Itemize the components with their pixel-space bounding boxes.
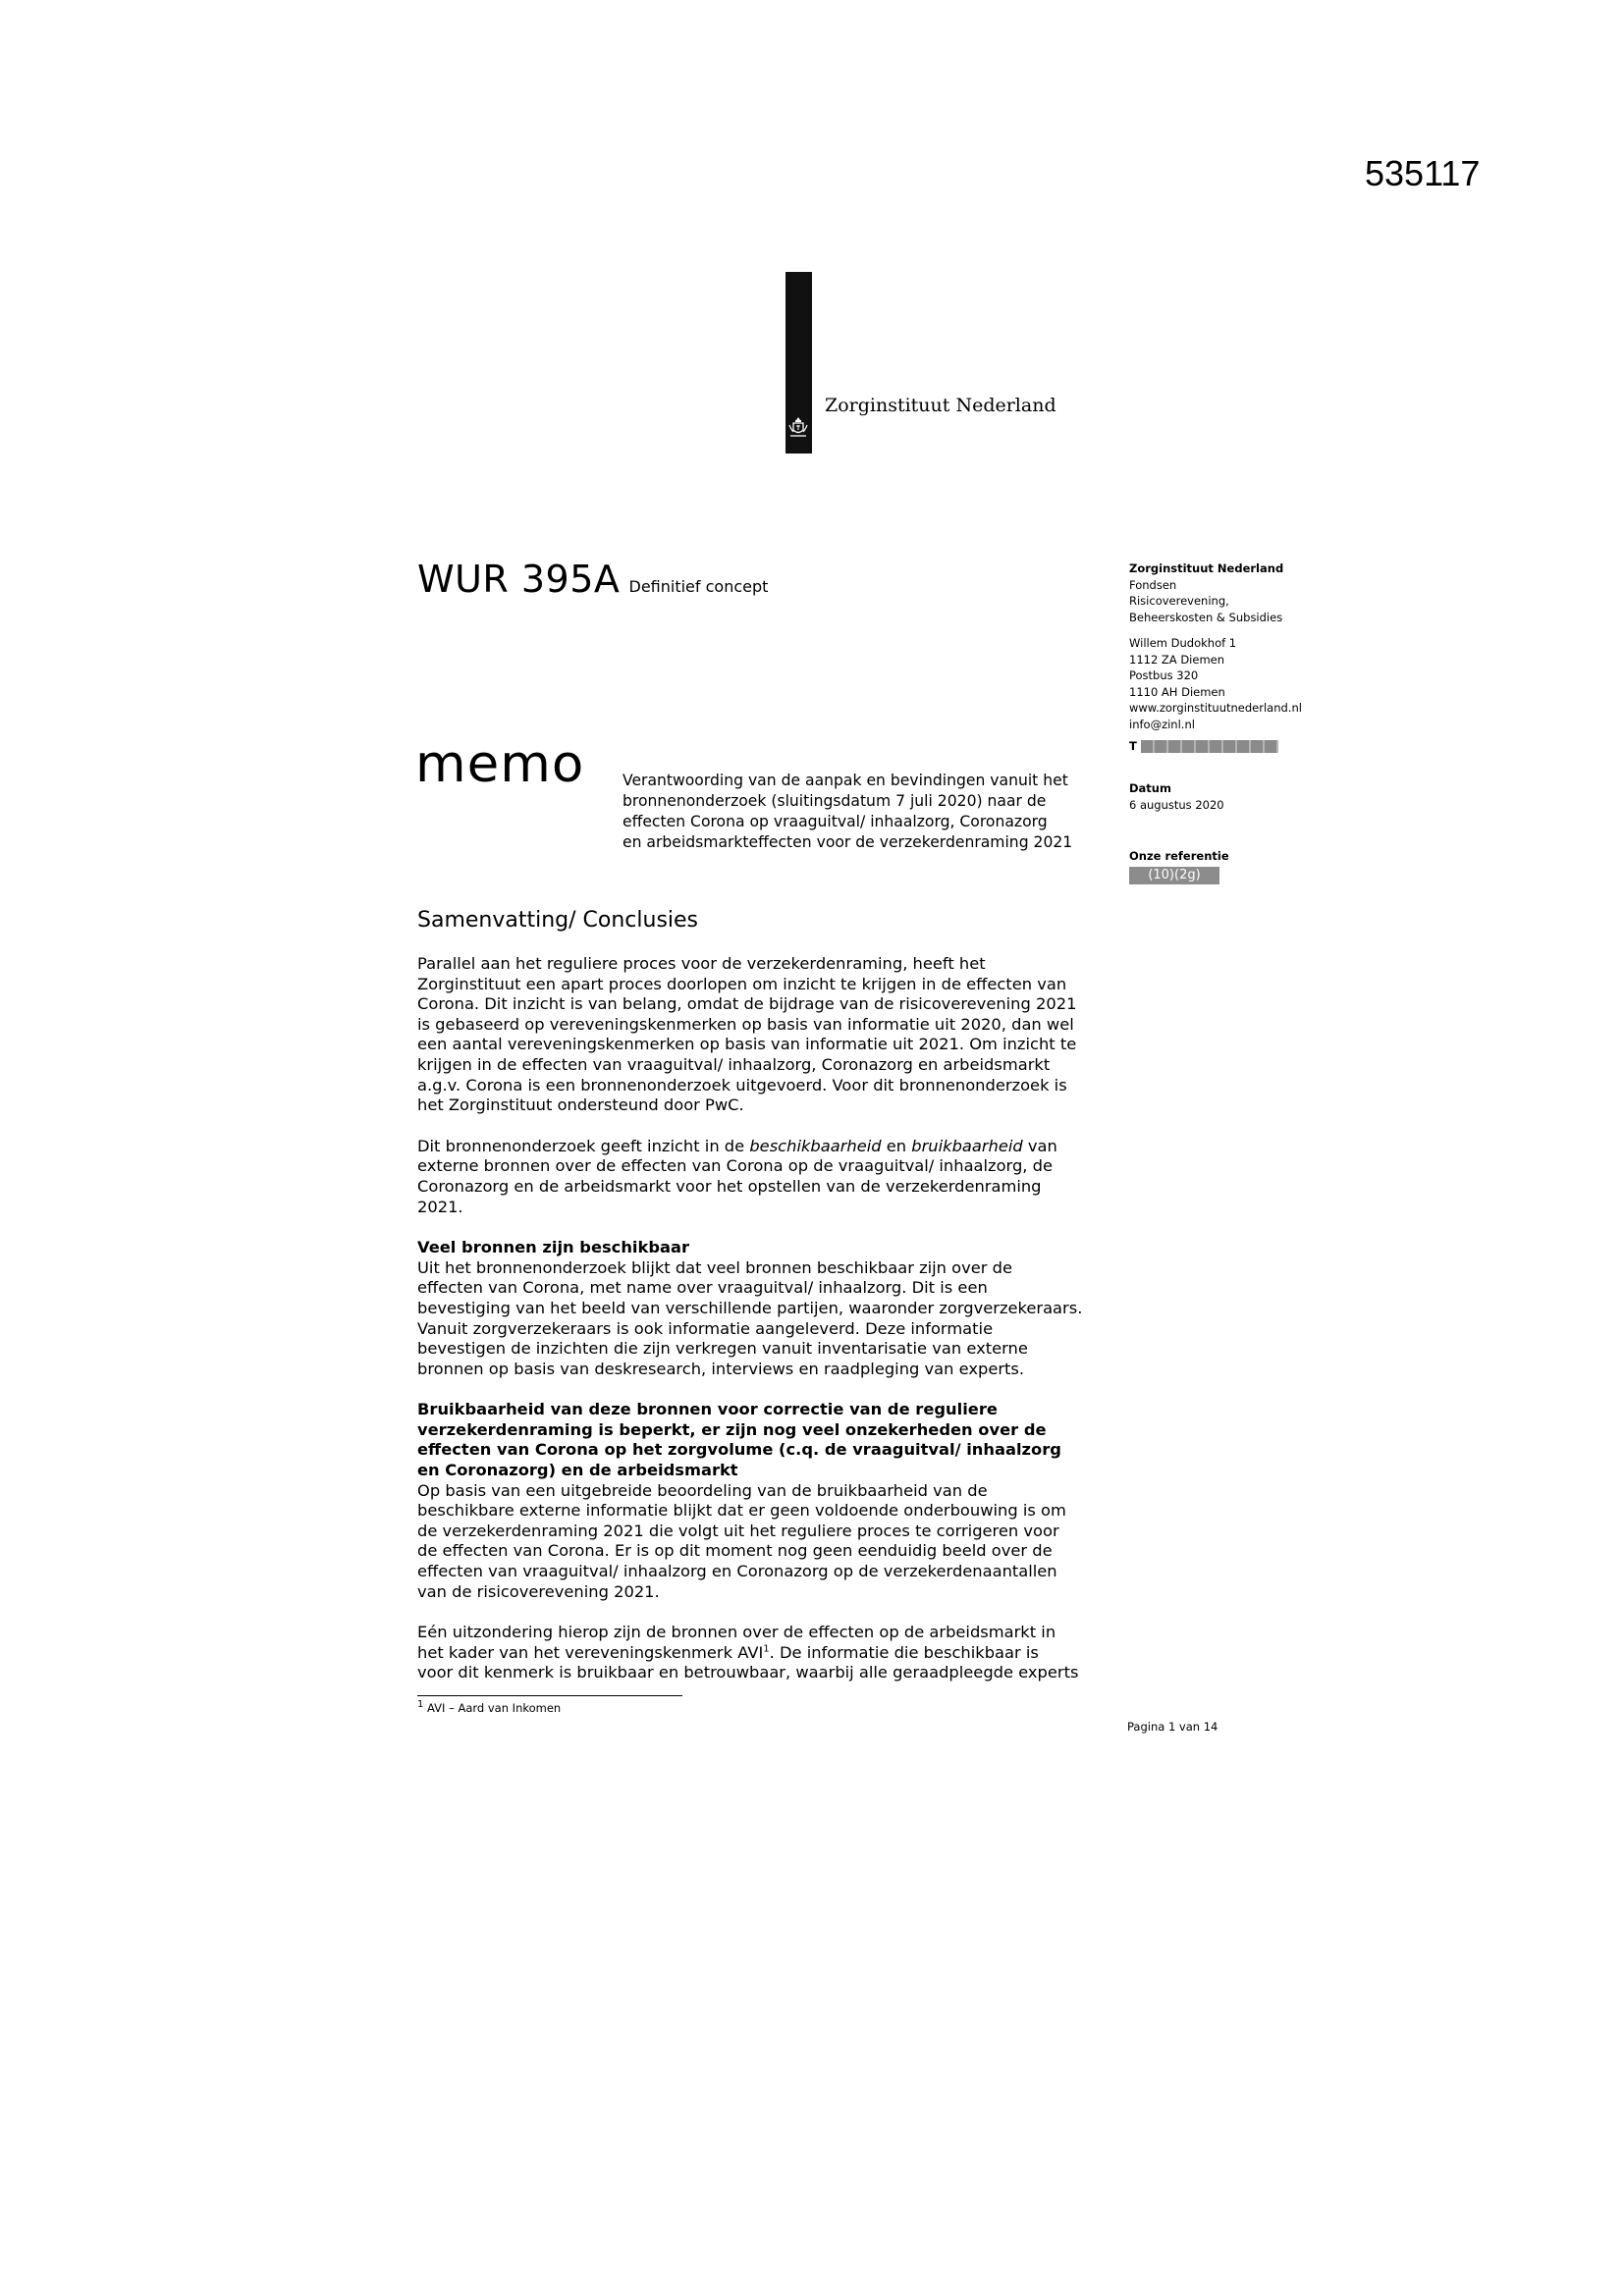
document-title [417,558,768,601]
document-code: WUR 395A [417,558,621,601]
text-line: Eén uitzondering hierop zijn de bronnen over de effecten op de arbeidsmarkt in [417,1623,1056,1642]
section-usability [417,1400,1134,1602]
memo-label: memo [415,734,585,794]
crest-icon [787,416,809,440]
date-value: 6 augustus 2020 [1129,798,1224,812]
text-line: de verzekerdenraming 2021 die volgt uit het reguliere proces te corrigeren voor [417,1521,1059,1540]
reference-block [1129,848,1229,884]
text-line: een aantal vereveningskenmerken op basis van informatie uit 2021. Om inzicht te [417,1035,1077,1054]
summary-heading: Samenvatting/ Conclusies [417,908,699,933]
footnote [417,1701,561,1715]
paragraph-1 [417,954,1134,1116]
sidebar-org: Zorginstituut Nederland [1129,561,1284,575]
org-wordmark: Zorginstituut Nederland [825,395,1056,416]
sender-sidebar [1129,561,1345,755]
sidebar-dept-line: Risicoverevening, [1129,594,1229,608]
text-line: is gebaseerd op vereveningskenmerken op basis van informatie uit 2020, dan wel [417,1014,1074,1034]
subject-line: en arbeidsmarkteffecten voor de verzekerdenraming 2021 [623,833,1073,851]
sidebar-email: info@zinl.nl [1129,717,1195,731]
section-available-sources [417,1238,1134,1379]
text-line: Vanuit zorgverzekeraars is ook informatie aangeleverd. Deze informatie [417,1318,994,1338]
document-status: Definitief concept [628,577,769,596]
document-number: 535117 [1365,153,1481,193]
paragraph-5 [417,1623,1134,1683]
text-line: Uit het bronnenonderzoek blijkt dat veel bronnen beschikbaar zijn over de [417,1257,1012,1277]
paragraph-2 [417,1137,1134,1217]
text-line: Op basis van een uitgebreide beoordeling van de bruikbaarheid van de [417,1480,988,1500]
footnote-mark: 1 [417,1699,424,1711]
text-line: externe bronnen over de effecten van Corona op de vraaguitval/ inhaalzorg, de [417,1156,1054,1176]
text-line: de effecten van Corona. Er is op dit moment nog geen eenduidig beeld over de [417,1541,1053,1561]
text-line: Parallel aan het reguliere proces voor de verzekerdenraming, heeft het [417,954,986,973]
sidebar-phone [1129,738,1345,755]
text-line: Coronazorg en de arbeidsmarkt voor het opstellen van de verzekerdenraming [417,1176,1042,1196]
reference-label: Onze referentie [1129,849,1229,863]
sidebar-address-line: Willem Dudokhof 1 [1129,636,1237,650]
text-line: bevestiging van het beeld van verschillende partijen, waaronder zorgverzekeraars. [417,1298,1083,1317]
phone-prefix: T [1129,739,1137,753]
sidebar-dept-line: Fondsen [1129,577,1177,592]
section-heading: Veel bronnen zijn beschikbaar [417,1238,689,1257]
text-line: Dit bronnenonderzoek geeft inzicht in de beschikbaarheid en bruikbaarheid van [417,1136,1057,1155]
footnote-text: AVI – Aard van Inkomen [423,1701,562,1715]
text-line: van de risicoverevening 2021. [417,1581,660,1601]
text-line: Corona. Dit inzicht is van belang, omdat de bijdrage van de risicoverevening 2021 [417,994,1077,1014]
date-block [1129,780,1224,814]
date-label: Datum [1129,781,1171,795]
text-line: Zorginstituut een apart proces doorlopen om inzicht te krijgen in de effecten van [417,974,1067,993]
sidebar-address-line: 1112 ZA Diemen [1129,652,1225,667]
phone-redaction-block [1141,740,1278,753]
text-line: bronnen op basis van deskresearch, interviews en raadpleging van experts. [417,1359,1025,1378]
text-line: 2021. [417,1197,463,1216]
text-line: krijgen in de effecten van vraaguitval/ inhaalzorg, Coronazorg en arbeidsmarkt [417,1054,1051,1074]
emphasis-beschikbaarheid: beschikbaarheid [749,1136,882,1155]
memo-body [417,954,1134,1704]
page-number: Pagina 1 van 14 [1127,1720,1218,1734]
sidebar-address-line: Postbus 320 [1129,668,1199,682]
section-heading: Bruikbaarheid van deze bronnen voor correctie van de reguliere verzekerdenraming is beperkt, er zijn nog veel onzekerheden over de effecten van Corona op het zorgvolume (c.q. de vraaguitval/ inhaalzorg en Coronazorg) en de arbeidsmarkt [417,1400,1061,1480]
text-line: het Zorginstituut ondersteund door PwC. [417,1095,744,1115]
subject-line: Verantwoording van de aanpak en bevindingen vanuit het [623,772,1068,789]
sidebar-address-line: 1110 AH Diemen [1129,684,1225,699]
footnote-divider [417,1695,682,1696]
text-line: het kader van het vereveningskenmerk AVI$^1$. De informatie die beschikbaar is [417,1642,1039,1662]
text-line: voor dit kenmerk is bruikbaar en betrouwbaar, waarbij alle geraadpleegde experts [417,1663,1079,1682]
text-line: effecten van Corona, met name over vraaguitval/ inhaalzorg. Dit is een [417,1278,988,1298]
government-logo-bar [785,272,812,454]
text-line: effecten van vraaguitval/ inhaalzorg en Coronazorg op de verzekerdenaantallen [417,1562,1057,1581]
sidebar-dept-line: Beheerskosten & Subsidies [1129,610,1283,624]
reference-redaction: (10)(2g) [1129,867,1219,884]
memo-subject [623,771,1113,853]
emphasis-bruikbaarheid: bruikbaarheid [911,1136,1023,1155]
text-line: beschikbare externe informatie blijkt dat er geen voldoende onderbouwing is om [417,1501,1066,1521]
text-line: a.g.v. Corona is een bronnenonderzoek uitgevoerd. Voor dit bronnenonderzoek is [417,1075,1067,1095]
footnote-reference: 1 [763,1643,770,1655]
text-line: bevestigen de inzichten die zijn verkregen vanuit inventarisatie van externe [417,1339,1028,1359]
sidebar-website: www.zorginstituutnederland.nl [1129,701,1302,715]
subject-line: bronnenonderzoek (sluitingsdatum 7 juli 2020) naar de [623,792,1047,810]
subject-line: effecten Corona op vraaguitval/ inhaalzorg, Coronazorg [623,813,1048,830]
